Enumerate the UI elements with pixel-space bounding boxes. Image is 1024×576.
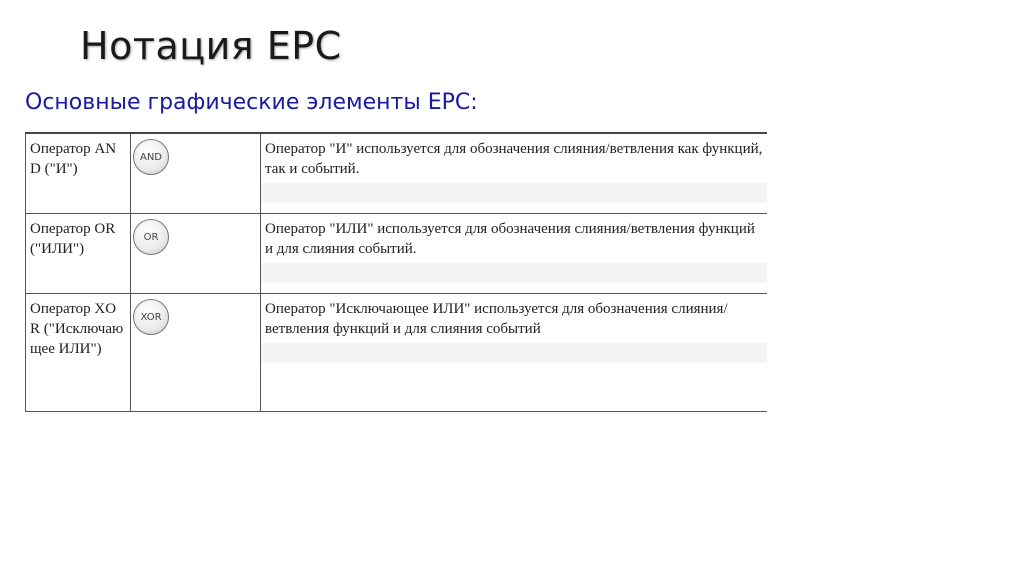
operator-description: Оператор "Исключающее ИЛИ" используется для обозначения слияния/ветвления функций и для слияния событий xyxy=(265,301,728,337)
xor-operator-icon: XOR xyxy=(133,299,169,335)
operator-name: Оператор XOR ("Исключающее ИЛИ") xyxy=(26,294,131,412)
operator-symbol-cell xyxy=(131,214,261,294)
operator-description: Оператор "И" используется для обозначения слияния/ветвления как функций, так и событий. xyxy=(265,141,763,177)
table-row xyxy=(26,294,768,412)
operator-description-cell xyxy=(261,214,768,294)
table-row xyxy=(26,133,768,214)
operator-description: Оператор "ИЛИ" используется для обозначения слияния/ветвления функций и для слияния событий. xyxy=(265,221,755,257)
table-row xyxy=(26,214,768,294)
operator-symbol-cell xyxy=(131,294,261,412)
slide-title: Нотация EPC xyxy=(80,24,342,68)
description-band xyxy=(261,183,767,203)
description-band xyxy=(261,263,767,283)
operator-description-cell xyxy=(261,133,768,214)
or-operator-icon: OR xyxy=(133,219,169,255)
description-band xyxy=(261,343,767,363)
operator-symbol-cell xyxy=(131,133,261,214)
operator-name: Оператор OR ("ИЛИ") xyxy=(26,214,131,294)
operator-name: Оператор AND ("И") xyxy=(26,133,131,214)
and-operator-icon: AND xyxy=(133,139,169,175)
slide-subtitle: Основные графические элементы EPC: xyxy=(25,90,478,115)
operator-description-cell xyxy=(261,294,768,412)
epc-elements-table xyxy=(25,132,767,412)
